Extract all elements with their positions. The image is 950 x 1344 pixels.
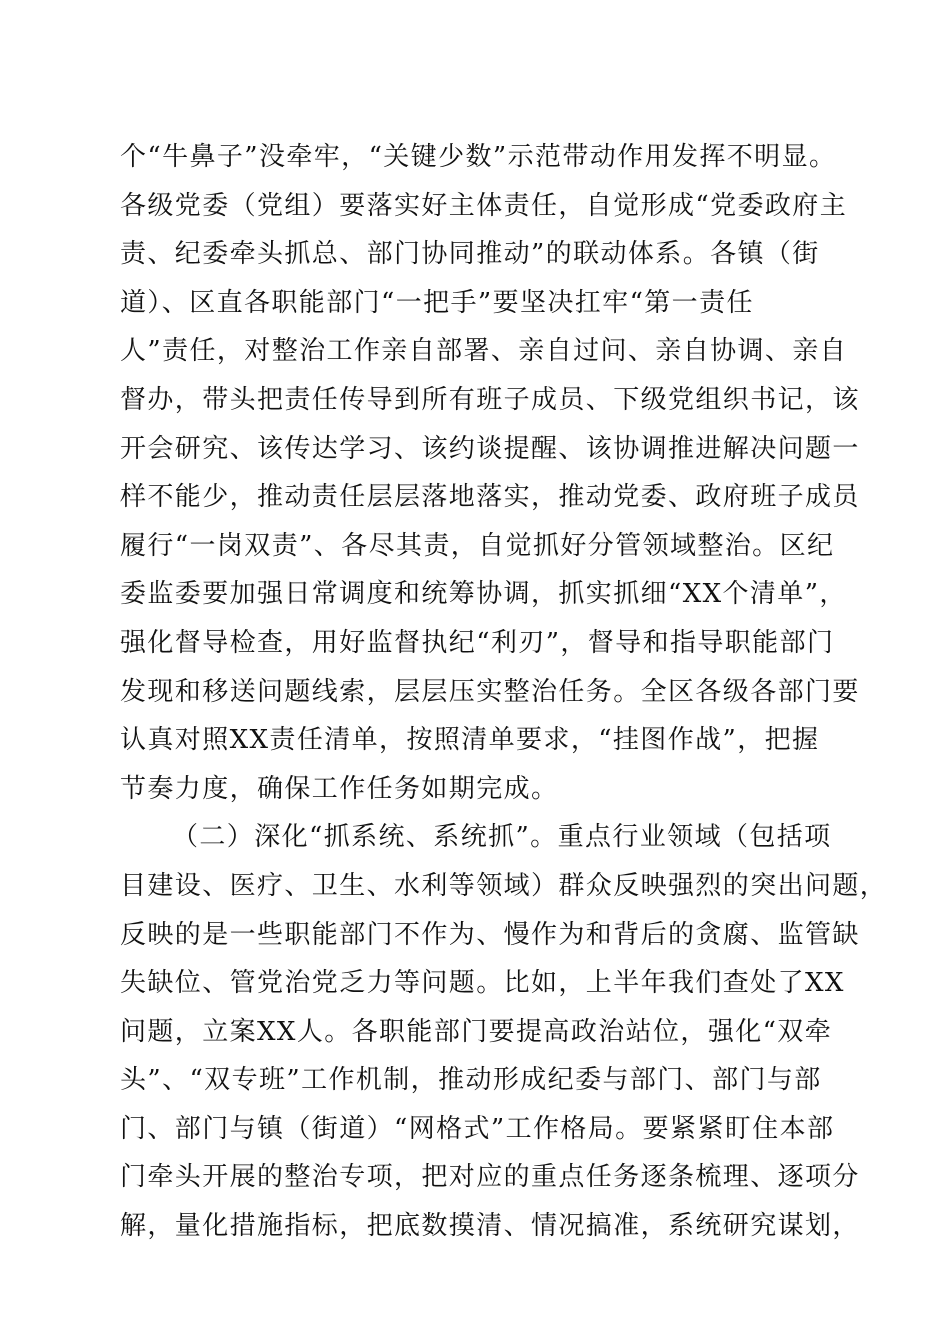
text-line: 失缺位、管党治党乏力等问题。比如，上半年我们查处了XX [120, 968, 845, 999]
text-line: 责、纪委牵头抓总、部门协同推动”的联动体系。各镇（街 [120, 239, 820, 270]
text-line: 反映的是一些职能部门不作为、慢作为和背后的贪腐、监管缺 [120, 919, 860, 950]
text-line: 道）、区直各职能部门“一把手”要坚决扛牢“第一责任 [120, 287, 754, 318]
body-text [120, 133, 888, 1251]
text-line: 督办，带头把责任传导到所有班子成员、下级党组织书记，该 [120, 384, 860, 415]
text-line: 开会研究、该传达学习、该约谈提醒、该协调推进解决问题一 [120, 433, 860, 464]
text-line: 节奏力度，确保工作任务如期完成。 [120, 773, 559, 804]
text-line: 目建设、医疗、卫生、水利等领域）群众反映强烈的突出问题， [120, 870, 888, 901]
text-line: 样不能少，推动责任层层落地落实，推动党委、政府班子成员 [120, 482, 860, 513]
text-line: 履行“一岗双责”、各尽其责，自觉抓好分管领域整治。区纪 [120, 530, 835, 561]
text-line: 问题，立案XX人。各职能部门要提高政治站位，强化“双牵 [120, 1016, 833, 1047]
section-heading-line: （二）深化“抓系统、系统抓”。重点行业领域（包括项 [172, 822, 832, 853]
text-line: 发现和移送问题线索，层层压实整治任务。全区各级各部门要 [120, 676, 860, 707]
text-line: 门牵头开展的整治专项，把对应的重点任务逐条梳理、逐项分 [120, 1162, 860, 1193]
text-line: 人”责任，对整治工作亲自部署、亲自过问、亲自协调、亲自 [120, 336, 848, 367]
text-line: 委监委要加强日常调度和统筹协调，抓实抓细“XX个清单”， [120, 579, 847, 610]
text-line: 认真对照XX责任清单，按照清单要求，“挂图作战”，把握 [120, 725, 820, 756]
text-line: 解，量化措施指标，把底数摸清、情况搞准，系统研究谋划， [120, 1211, 860, 1242]
text-line: 头”、“双专班”工作机制，推动形成纪委与部门、部门与部 [120, 1065, 822, 1096]
text-line: 个“牛鼻子”没牵牢，“关键少数”示范带动作用发挥不明显。 [120, 142, 837, 172]
text-line: 强化督导检查，用好监督执纪“利刃”，督导和指导职能部门 [120, 627, 835, 658]
text-line: 门、部门与镇（街道）“网格式”工作格局。要紧紧盯住本部 [120, 1113, 835, 1144]
text-line: 各级党委（党组）要落实好主体责任，自觉形成“党委政府主 [120, 190, 848, 221]
